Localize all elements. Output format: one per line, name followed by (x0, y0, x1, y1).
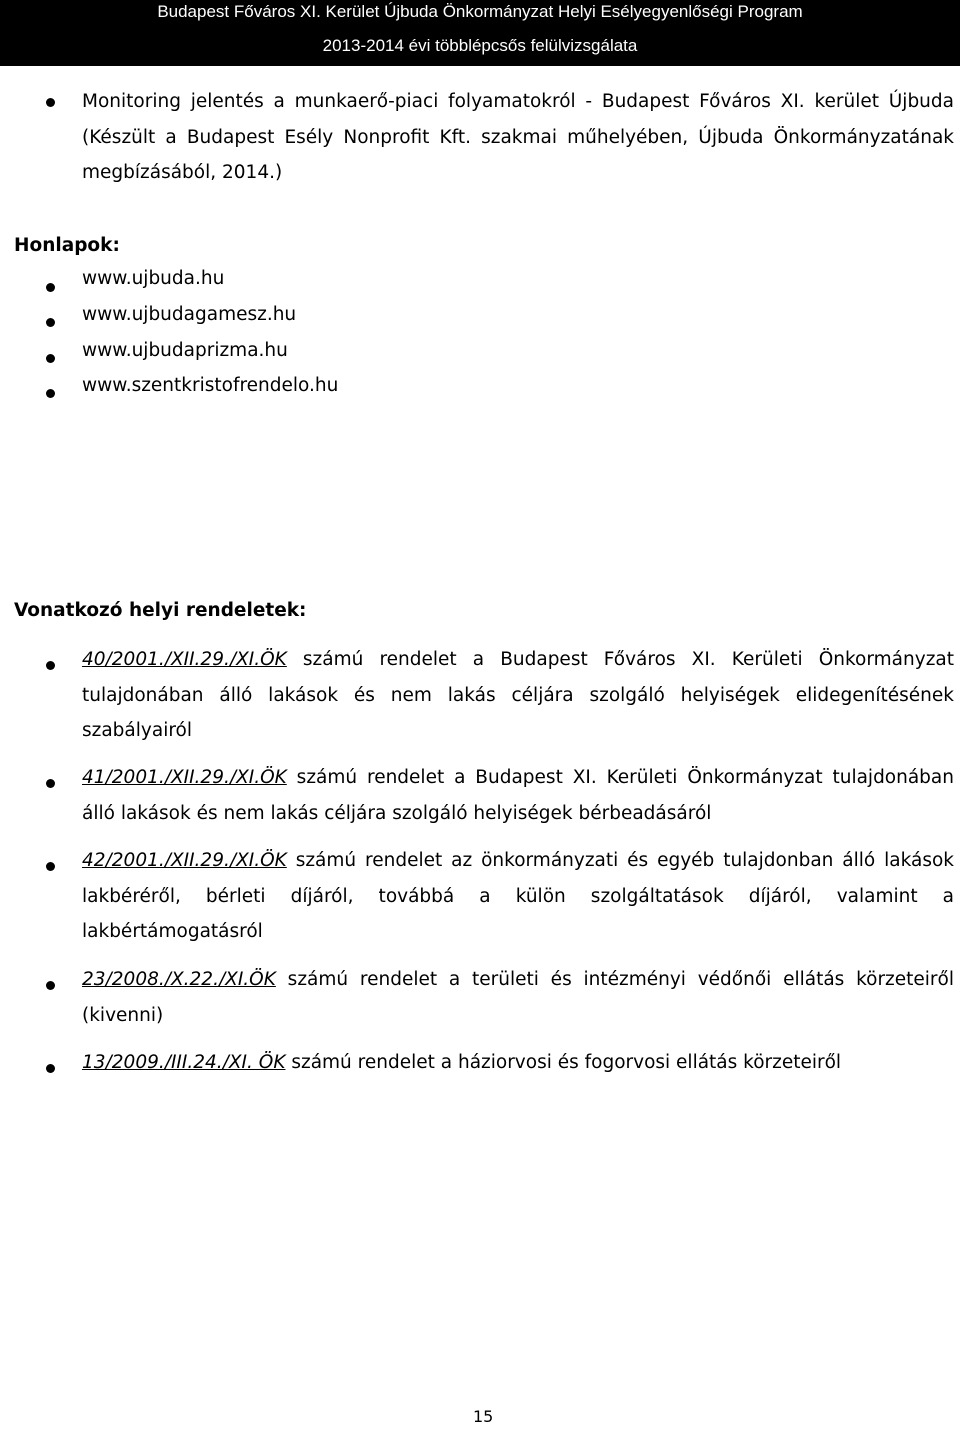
link-item[interactable]: www.szentkristofrendelo.hu (82, 375, 339, 396)
bullet-icon (46, 318, 55, 327)
page-header (0, 0, 960, 66)
regulation-item (82, 642, 954, 749)
regulation-text: számú rendelet a Budapest Főváros XI. Kerületi Önkormányzat tulajdonában álló lakások és nem lakás céljára szolgáló helyiségek elidegenítésének szabályairól (82, 649, 954, 741)
regulation-item (82, 843, 954, 950)
header-title: Budapest Főváros XI. Kerület Újbuda Önkormányzat Helyi Esélyegyenlőségi Program (157, 2, 803, 21)
regulation-item (82, 1045, 954, 1081)
regulation-item (82, 760, 954, 831)
bullet-icon (46, 389, 55, 398)
regulation-item (82, 962, 954, 1033)
bullet-icon (46, 779, 55, 788)
bullet-icon (46, 1064, 55, 1073)
regulation-text: számú rendelet a háziorvosi és fogorvosi ellátás körzeteiről (285, 1052, 842, 1073)
regulation-ref-link[interactable]: 42/2001./XII.29./XI.ÖK (82, 850, 287, 871)
regulation-text: számú rendelet a területi és intézményi védőnői ellátás körzeteiről (kivenni) (82, 969, 954, 1026)
regulation-text: számú rendelet az önkormányzati és egyéb tulajdonban álló lakások lakbéréről, bérleti díjáról, továbbá a külön szolgáltatások díjáról, valamint a lakbértámogatásról (82, 850, 954, 942)
bullet-icon (46, 862, 55, 871)
bullet-icon (46, 661, 55, 670)
regulation-ref-link[interactable]: 13/2009./III.24./XI. ÖK (82, 1052, 286, 1073)
link-item[interactable]: www.ujbudaprizma.hu (82, 340, 288, 361)
monitoring-item: Monitoring jelentés a munkaerő-piaci folyamatokról - Budapest Főváros XI. kerület Újbuda (Készült a Budapest Esély Nonprofit Kft. szakmai műhelyében, Újbuda Önkormányzatának megbízásából, 2014.) (82, 91, 954, 183)
bullet-icon (46, 98, 55, 107)
link-item[interactable]: www.ujbudagamesz.hu (82, 304, 297, 325)
rendeletek-heading: Vonatkozó helyi rendeletek: (14, 600, 307, 621)
regulation-ref-link[interactable]: 40/2001./XII.29./XI.ÖK (82, 649, 287, 670)
link-item[interactable]: www.ujbuda.hu (82, 268, 225, 289)
honlapok-heading: Honlapok: (14, 235, 120, 256)
page-number: 15 (473, 1407, 494, 1426)
bullet-icon (46, 354, 55, 363)
regulation-ref-link[interactable]: 41/2001./XII.29./XI.ÖK (82, 767, 287, 788)
regulation-text: számú rendelet a Budapest XI. Kerületi Önkormányzat tulajdonában álló lakások és nem lakás céljára szolgáló helyiségek bérbeadásáról (82, 767, 954, 824)
bullet-icon (46, 981, 55, 990)
header-subtitle: 2013-2014 évi többlépcsős felülvizsgálata (322, 36, 638, 55)
bullet-icon (46, 283, 55, 292)
regulation-ref-link[interactable]: 23/2008./X.22./XI.ÖK (82, 969, 276, 990)
